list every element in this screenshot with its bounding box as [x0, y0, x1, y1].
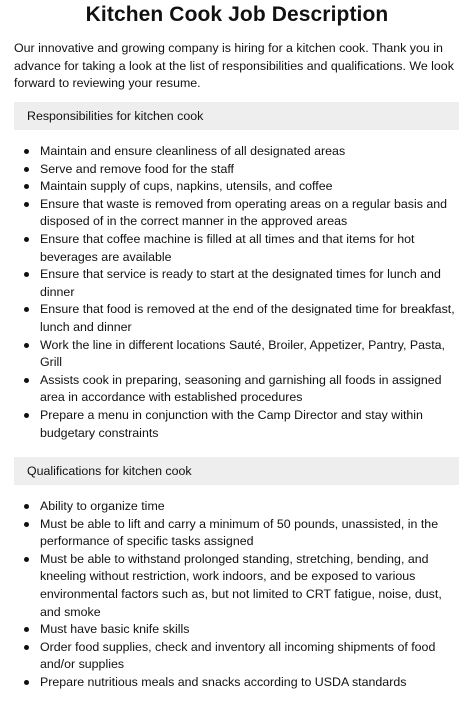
list-item-text: Assists cook in preparing, seasoning and garnishing all foods in assigned area in accordance with established procedures — [40, 372, 442, 405]
list-item-text: Serve and remove food for the staff — [40, 161, 235, 176]
list-item — [40, 231, 462, 266]
list-item — [40, 266, 462, 301]
list-item-text: Ability to organize time — [40, 499, 165, 513]
list-item — [40, 337, 462, 372]
list-item-text: Prepare a menu in conjunction with the Camp Director and stay within budgetary constraints — [40, 407, 423, 440]
bullet-icon — [24, 343, 29, 348]
bullet-icon — [24, 627, 29, 632]
list-item-text: Work the line in different locations Sauté, Broiler, Appetizer, Pantry, Pasta, Grill — [40, 337, 445, 370]
list-item — [40, 621, 462, 639]
list-item — [40, 143, 462, 161]
bullet-icon — [24, 237, 29, 242]
list-item-text: Ensure that coffee machine is filled at all times and that items for hot beverages are available — [40, 231, 415, 264]
list-item-text: Ensure that service is ready to start at the designated times for lunch and dinner — [40, 267, 441, 299]
responsibilities-heading: Responsibilities for kitchen cook — [14, 102, 459, 130]
list-item-text: Ensure that food is removed at the end of the designated time for breakfast, lunch and dinner — [40, 302, 455, 334]
list-item — [40, 639, 462, 674]
bullet-icon — [24, 202, 29, 207]
list-item-text: Ensure that waste is removed from operating areas on a regular basis and disposed of in the correct manner in the approved areas — [40, 196, 448, 229]
intro-paragraph: Our innovative and growing company is hiring for a kitchen cook. Thank you in advance for taking a look at the list of responsibilities and qualifications. We look forward to reviewing your resume. — [14, 41, 454, 91]
list-item — [40, 498, 462, 516]
qualifications-heading: Qualifications for kitchen cook — [14, 457, 459, 485]
list-item — [40, 516, 462, 551]
bullet-icon — [24, 557, 29, 562]
bullet-icon — [24, 645, 29, 650]
list-item-text: Prepare nutritious meals and snacks according to USDA standards — [40, 674, 407, 689]
list-item — [40, 674, 462, 692]
bullet-icon — [24, 272, 29, 277]
bullet-icon — [24, 504, 29, 509]
list-item-text: Must be able to lift and carry a minimum of 50 pounds, unassisted, in the performance of specific tasks assigned — [40, 516, 439, 549]
list-item-text: Maintain supply of cups, napkins, utensils, and coffee — [40, 179, 333, 194]
list-item — [40, 551, 462, 621]
bullet-icon — [24, 522, 29, 527]
list-item-text: Must be able to withstand prolonged standing, stretching, bending, and kneeling without restriction, work indoors, and be exposed to various environmental factors such as, but not limited to CRT fatigue, noise, dust, and smoke — [40, 551, 442, 619]
bullet-icon — [24, 149, 29, 154]
list-item — [40, 196, 462, 231]
list-item — [40, 178, 462, 196]
list-item — [40, 301, 462, 336]
qualifications-list — [14, 498, 462, 692]
list-item-text: Must have basic knife skills — [40, 622, 190, 637]
bullet-icon — [24, 167, 29, 172]
bullet-icon — [24, 378, 29, 383]
list-item — [40, 407, 462, 442]
list-item-text: Order food supplies, check and inventory all incoming shipments of food and/or supplies — [40, 639, 436, 672]
bullet-icon — [24, 307, 29, 312]
page-title: Kitchen Cook Job Description — [85, 3, 389, 26]
list-item-text: Maintain and ensure cleanliness of all designated areas — [40, 144, 346, 158]
bullet-icon — [24, 184, 29, 189]
list-item — [40, 161, 462, 179]
bullet-icon — [24, 413, 29, 418]
list-item — [40, 372, 462, 407]
responsibilities-list — [14, 143, 462, 442]
bullet-icon — [24, 680, 29, 685]
